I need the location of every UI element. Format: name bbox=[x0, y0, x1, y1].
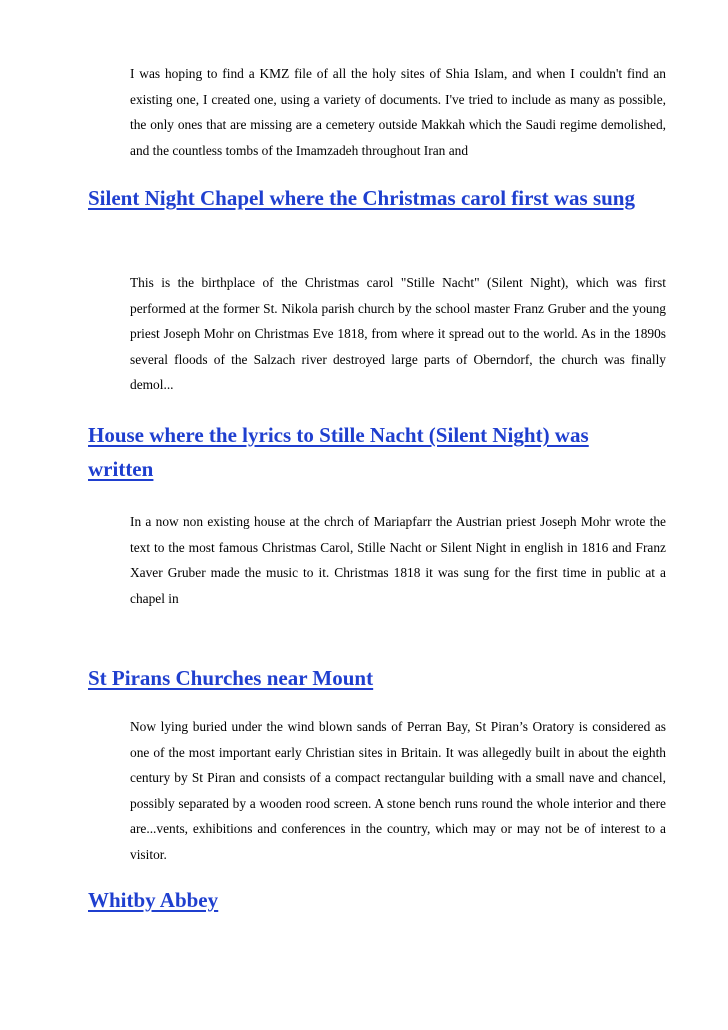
entry-link-whitby-abbey[interactable]: Whitby Abbey bbox=[88, 888, 219, 912]
entry-description-st-pirans: Now lying buried under the wind blown sands of Perran Bay, St Piran’s Oratory is considered as one of the most important early Christian sites in Britain. It was allegedly built in about the eighth century by St Piran and consists of a compact rectangular building with a small nave and chancel, possibly separated by a wooden rood screen. A stone bench runs round the whole interior and there are...vents, exhibitions and conferences in the country, which may or may not be of interest to a visitor. bbox=[130, 719, 666, 862]
entry-description-stille-nacht-house: In a now non existing house at the chrch of Mariapfarr the Austrian priest Joseph Mohr wrote the text to the most famous Christmas Carol, Stille Nacht or Silent Night in english in 1816 and Franz Xaver Gruber made the music to it. Christmas 1818 it was sung for the first time in public at a chapel in bbox=[130, 514, 666, 606]
entry-title-silent-night-chapel[interactable] bbox=[88, 181, 648, 215]
entry-link-st-pirans[interactable]: St Pirans Churches near Mount bbox=[88, 666, 374, 690]
entry-link-silent-night-chapel[interactable]: Silent Night Chapel where the Christmas carol first was sung bbox=[88, 186, 635, 210]
entry-link-stille-nacht-house[interactable]: House where the lyrics to Stille Nacht (Silent Night) was written bbox=[88, 423, 589, 481]
entry-title-st-pirans[interactable] bbox=[88, 661, 648, 695]
entry-title-whitby-abbey[interactable] bbox=[88, 883, 648, 917]
entry-title-stille-nacht-house[interactable] bbox=[88, 418, 648, 486]
entry-description-silent-night-chapel: This is the birthplace of the Christmas carol "Stille Nacht" (Silent Night), which was first performed at the former St. Nikola parish church by the school master Franz Gruber and the young priest Joseph Mohr on Christmas Eve 1818, from where it spread out to the world. As in the 1890s several floods of the Salzach river destroyed large parts of Oberndorf, the church was finally demol... bbox=[130, 275, 666, 392]
entry-description-shia-sites: I was hoping to find a KMZ file of all the holy sites of Shia Islam, and when I couldn't find an existing one, I created one, using a variety of documents. I've tried to include as many as possible, the only ones that are missing are a cemetery outside Makkah which the Saudi regime demolished, and the countless tombs of the Imamzadeh throughout Iran and bbox=[130, 66, 666, 158]
